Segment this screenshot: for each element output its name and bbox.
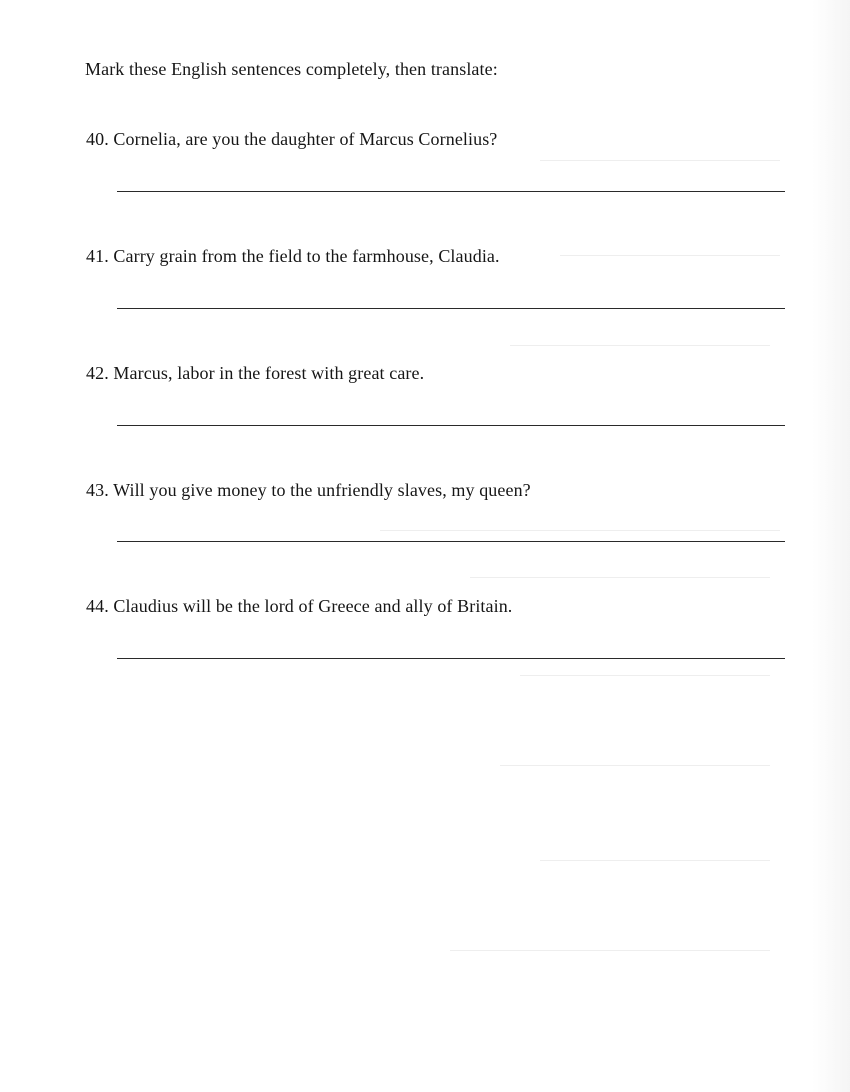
scan-edge-shadow — [812, 0, 850, 1092]
answer-line-42[interactable] — [117, 425, 785, 426]
question-number: 43. — [86, 480, 109, 500]
bleed-through-line — [560, 255, 780, 256]
bleed-through-line — [520, 675, 770, 676]
bleed-through-line — [510, 345, 770, 346]
bleed-through-line — [540, 160, 780, 161]
question-text: Will you give money to the unfriendly slaves, my queen? — [113, 480, 531, 500]
answer-line-41[interactable] — [117, 308, 785, 309]
question-42 — [86, 363, 424, 384]
question-number: 42. — [86, 363, 109, 383]
question-text: Carry grain from the field to the farmhouse, Claudia. — [113, 246, 500, 266]
bleed-through-line — [500, 765, 770, 766]
question-text: Marcus, labor in the forest with great care. — [113, 363, 425, 383]
bleed-through-line — [450, 950, 770, 951]
question-text: Cornelia, are you the daughter of Marcus Cornelius? — [113, 129, 498, 149]
bleed-through-line — [470, 577, 770, 578]
bleed-through-line — [380, 530, 780, 531]
bleed-through-line — [540, 860, 770, 861]
question-40 — [86, 129, 497, 150]
instruction-text: Mark these English sentences completely, then translate: — [85, 59, 498, 79]
question-number: 41. — [86, 246, 109, 266]
question-text: Claudius will be the lord of Greece and ally of Britain. — [113, 596, 513, 616]
question-number: 40. — [86, 129, 109, 149]
question-number: 44. — [86, 596, 109, 616]
question-43 — [86, 480, 531, 501]
question-41 — [86, 246, 500, 267]
answer-line-44[interactable] — [117, 658, 785, 659]
answer-line-43[interactable] — [117, 541, 785, 542]
question-44 — [86, 596, 512, 617]
answer-line-40[interactable] — [117, 191, 785, 192]
